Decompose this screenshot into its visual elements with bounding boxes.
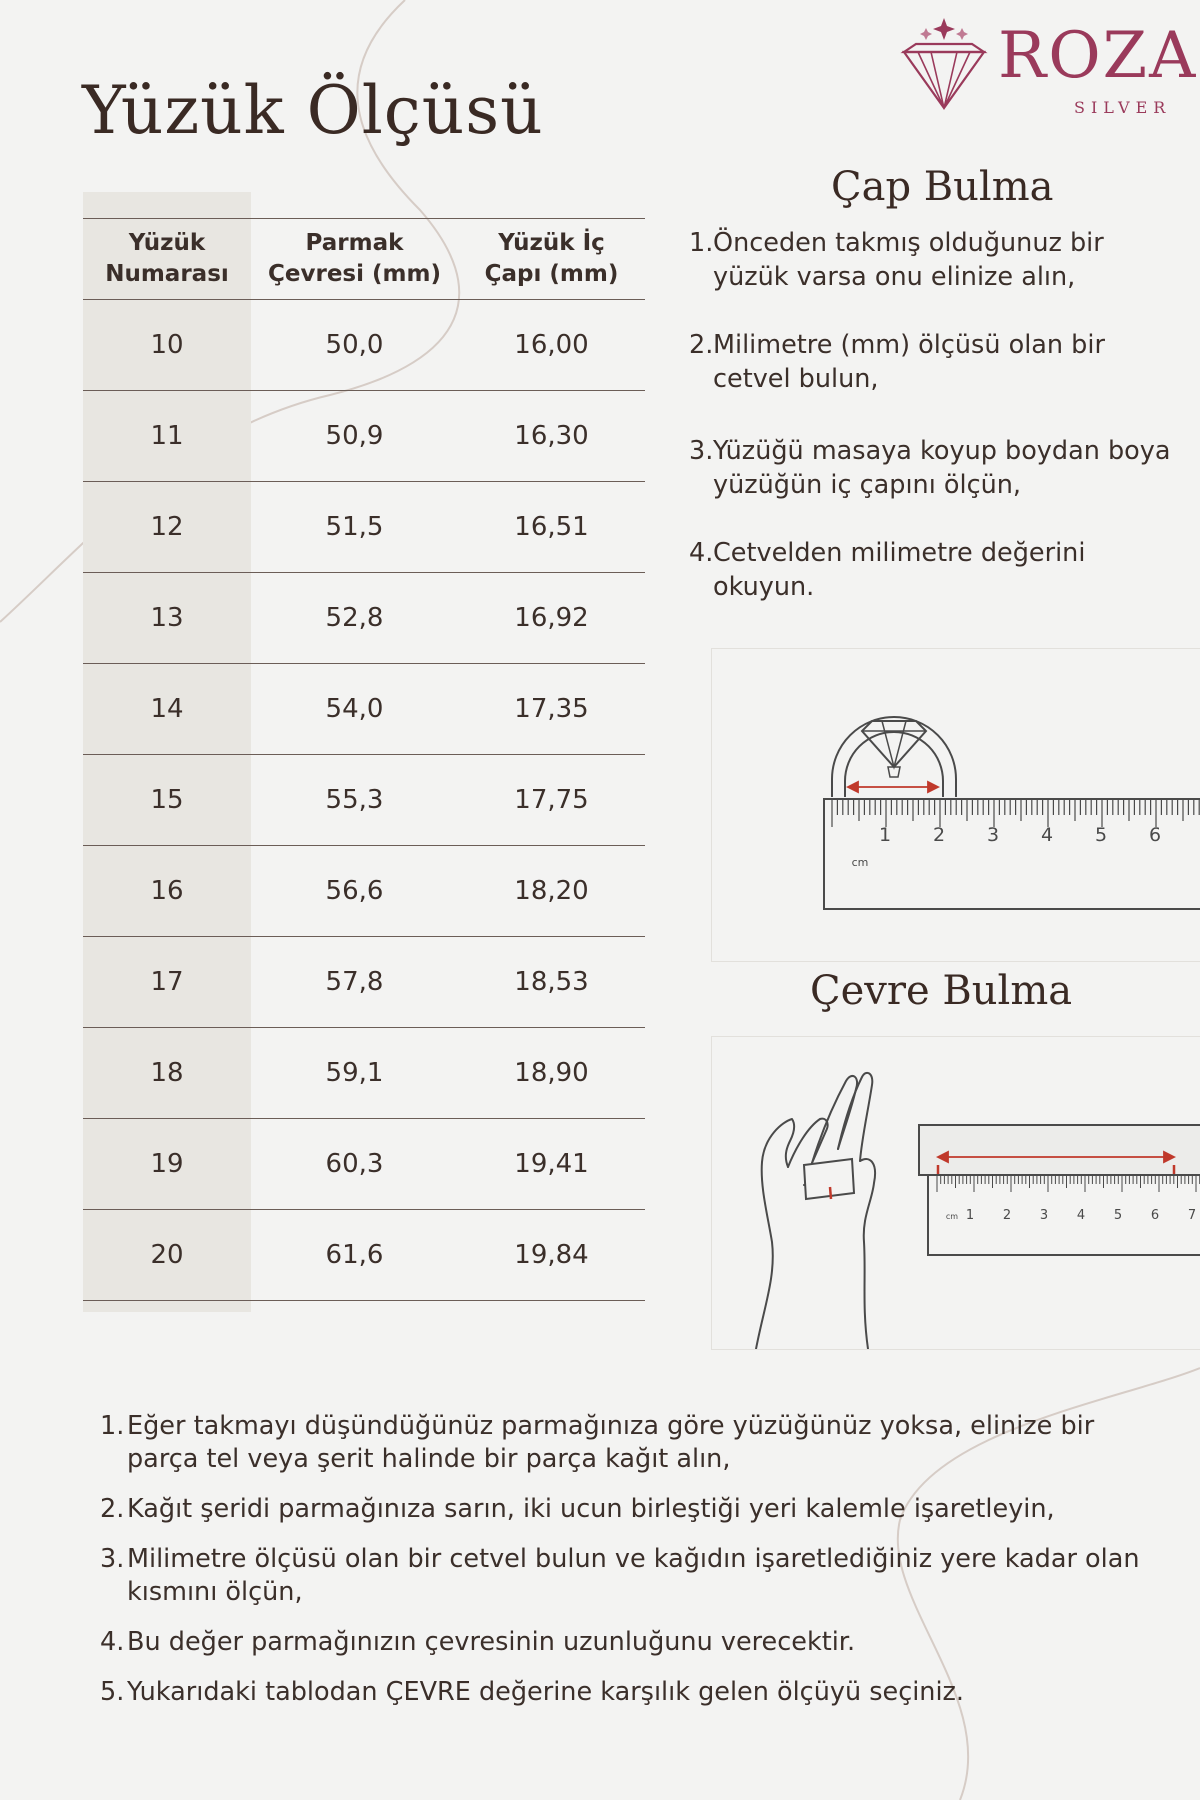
circumference-cell: 60,3 <box>325 1149 384 1179</box>
ruler-number: 4 <box>1076 1208 1086 1223</box>
circumference-cell: 50,9 <box>325 421 384 451</box>
ring-number-cell: 16 <box>150 876 184 906</box>
step-text: Milimetre ölçüsü olan bir cetvel bulun ve kağıdın işaretlediğiniz yere kadar olan kısmını ölçün, <box>127 1544 1140 1607</box>
paper-strip <box>804 1159 854 1199</box>
table-row <box>83 482 645 573</box>
ring-number-cell: 18 <box>150 1058 184 1088</box>
ruler-number: 6 <box>1148 824 1162 846</box>
diameter-cell: 18,20 <box>514 876 589 906</box>
diameter-cell: 16,51 <box>514 512 589 542</box>
ruler-body <box>824 799 1200 909</box>
step-number: 3. <box>100 1544 125 1574</box>
diameter-cell: 17,35 <box>514 694 589 724</box>
ruler-ticks <box>832 799 1200 827</box>
ring-ruler-illustration <box>712 649 1200 961</box>
diameter-cell: 18,90 <box>514 1058 589 1088</box>
diameter-step-4: 4.Cetvelden milimetre değerini okuyun. <box>689 538 1086 602</box>
step-text: Yukarıdaki tablodan ÇEVRE değerine karşılık gelen ölçüyü seçiniz. <box>127 1677 965 1707</box>
table-row <box>83 573 645 664</box>
diameter-steps <box>689 226 1189 604</box>
ring-number-cell: 10 <box>150 330 184 360</box>
measure-arrow <box>848 782 938 792</box>
ruler-number: 6 <box>1150 1208 1160 1223</box>
ring-number-cell: 14 <box>150 694 184 724</box>
table-body <box>83 300 645 1301</box>
circumference-cell: 61,6 <box>325 1240 384 1270</box>
ruler-ticks <box>937 1175 1200 1192</box>
table-row <box>83 755 645 846</box>
ruler-number: 2 <box>932 824 946 846</box>
header-ring-number: Yüzük Numarası <box>105 230 229 287</box>
ring-number-cell: 13 <box>150 603 184 633</box>
ruler-number: 1 <box>965 1208 975 1223</box>
circumference-cell: 59,1 <box>325 1058 384 1088</box>
circumference-step-5 <box>100 1676 1170 1709</box>
circumference-cell: 57,8 <box>325 967 384 997</box>
circumference-step-3 <box>100 1543 1170 1609</box>
table-row <box>83 1028 645 1119</box>
diameter-step-1: 1.Önceden takmış olduğunuz bir yüzük varsa onu elinize alın, <box>689 228 1104 292</box>
diameter-cell: 17,75 <box>514 785 589 815</box>
table-row <box>83 391 645 482</box>
diameter-cell: 18,53 <box>514 967 589 997</box>
ruler-unit-label: cm <box>851 856 869 869</box>
ring-number-cell: 12 <box>150 512 184 542</box>
header-inner-diameter: Yüzük İç Çapı (mm) <box>484 230 619 287</box>
hand-ruler-illustration <box>712 1037 1200 1349</box>
ruler-numbers <box>946 1208 1196 1223</box>
page-title: Yüzük Ölçüsü <box>82 72 544 149</box>
ruler-number: 7 <box>1187 1208 1197 1223</box>
circumference-illustration <box>711 1036 1200 1350</box>
ruler-number: 2 <box>1002 1208 1012 1223</box>
step-number: 4. <box>100 1627 125 1657</box>
table-row <box>83 846 645 937</box>
diameter-cell: 16,30 <box>514 421 589 451</box>
diameter-cell: 19,84 <box>514 1240 589 1270</box>
step-text: Eğer takmayı düşündüğünüz parmağınıza göre yüzüğünüz yoksa, elinize bir parça tel veya şerit halinde bir parça kağıt alın, <box>127 1411 1095 1474</box>
brand-subname: SILVER <box>1074 98 1172 117</box>
ruler-numbers <box>852 824 1161 869</box>
circumference-cell: 54,0 <box>325 694 384 724</box>
circumference-step-4 <box>100 1626 1170 1659</box>
circumference-steps <box>100 1410 1170 1726</box>
step-number: 1. <box>100 1411 125 1441</box>
ruler-number: 1 <box>878 824 892 846</box>
ring-number-cell: 19 <box>150 1149 184 1179</box>
diameter-section-title: Çap Bulma <box>831 164 1054 210</box>
ruler-number: 5 <box>1094 824 1108 846</box>
step-number: 2. <box>100 1494 125 1524</box>
ring-number-cell: 11 <box>150 421 184 451</box>
step-text: Bu değer parmağınızın çevresinin uzunluğunu verecektir. <box>127 1627 856 1657</box>
circumference-step-2 <box>100 1493 1170 1526</box>
table-row <box>83 1210 645 1301</box>
table-row <box>83 664 645 755</box>
step-text: Kağıt şeridi parmağınıza sarın, iki ucun birleştiği yeri kalemle işaretleyin, <box>127 1494 1055 1524</box>
diameter-cell: 19,41 <box>514 1149 589 1179</box>
ruler-number: 5 <box>1113 1208 1123 1223</box>
circumference-section-title: Çevre Bulma <box>810 968 1073 1014</box>
diameter-step-2: 2.Milimetre (mm) ölçüsü olan bir cetvel bulun, <box>689 330 1105 394</box>
circumference-cell: 52,8 <box>325 603 384 633</box>
table-row <box>83 300 645 391</box>
brand-name: ROZA <box>998 19 1198 93</box>
diameter-step-3: 3.Yüzüğü masaya koyup boydan boya yüzüğün iç çapını ölçün, <box>689 436 1171 500</box>
ring-number-cell: 20 <box>150 1240 184 1270</box>
ring-size-table <box>83 218 645 1301</box>
table-header <box>83 218 645 300</box>
brand-logo <box>898 18 1198 126</box>
table-row <box>83 937 645 1028</box>
step-number: 5. <box>100 1677 125 1707</box>
diameter-cell: 16,92 <box>514 603 589 633</box>
circumference-step-1 <box>100 1410 1170 1476</box>
circumference-cell: 50,0 <box>325 330 384 360</box>
ring-number-cell: 15 <box>150 785 184 815</box>
circumference-cell: 51,5 <box>325 512 384 542</box>
ruler-number: 3 <box>1039 1208 1049 1223</box>
table-row <box>83 1119 645 1210</box>
diamond-icon <box>898 18 990 110</box>
hand-icon <box>756 1073 875 1349</box>
header-finger-circumference: Parmak Çevresi (mm) <box>268 230 441 287</box>
ring-number-cell: 17 <box>150 967 184 997</box>
ruler-number: 4 <box>1040 824 1054 846</box>
diameter-illustration <box>711 648 1200 962</box>
ruler-unit-label: cm <box>945 1212 959 1221</box>
paper-strip-flat <box>919 1125 1200 1175</box>
ruler-number: 3 <box>986 824 1000 846</box>
circumference-cell: 56,6 <box>325 876 384 906</box>
diameter-cell: 16,00 <box>514 330 589 360</box>
circumference-cell: 55,3 <box>325 785 384 815</box>
